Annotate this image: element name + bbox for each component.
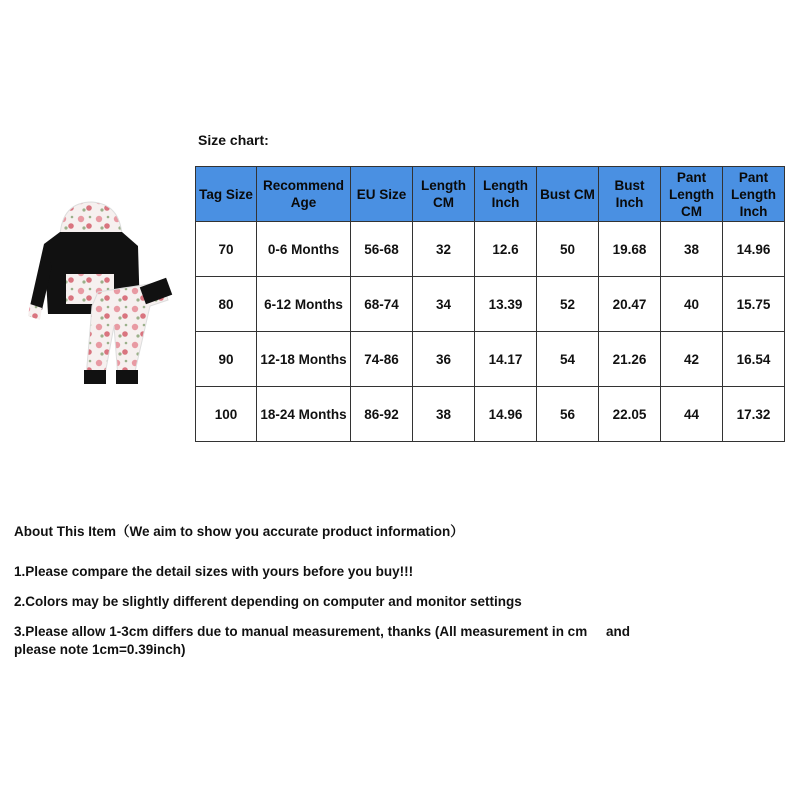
table-cell: 52 xyxy=(537,277,599,332)
table-header-row xyxy=(196,167,785,222)
table-cell: 74-86 xyxy=(351,332,413,387)
table-cell: 38 xyxy=(413,387,475,442)
header-pant-length-cm: Pant Length CM xyxy=(661,167,723,222)
table-cell: 80 xyxy=(196,277,257,332)
table-row xyxy=(196,332,785,387)
table-cell: 38 xyxy=(661,222,723,277)
table-cell: 42 xyxy=(661,332,723,387)
size-chart-table xyxy=(195,166,785,442)
table-cell: 32 xyxy=(413,222,475,277)
table-cell: 16.54 xyxy=(723,332,785,387)
table-row xyxy=(196,222,785,277)
header-length-inch: Length Inch xyxy=(475,167,537,222)
table-cell: 50 xyxy=(537,222,599,277)
note-measurement: 3.Please allow 1-3cm differs due to manual measurement, thanks (All measurement in cm and please note 1cm=0.39inch) xyxy=(14,624,630,657)
table-row xyxy=(196,277,785,332)
note-colors: 2.Colors may be slightly different depending on computer and monitor settings xyxy=(14,594,522,609)
header-bust-cm: Bust CM xyxy=(537,167,599,222)
table-cell: 15.75 xyxy=(723,277,785,332)
header-length-cm: Length CM xyxy=(413,167,475,222)
table-cell: 34 xyxy=(413,277,475,332)
header-recommend-age: Recommend Age xyxy=(257,167,351,222)
table-cell: 22.05 xyxy=(599,387,661,442)
table-cell: 56-68 xyxy=(351,222,413,277)
table-cell: 70 xyxy=(196,222,257,277)
table-cell: 36 xyxy=(413,332,475,387)
header-bust-inch: Bust Inch xyxy=(599,167,661,222)
table-cell: 12.6 xyxy=(475,222,537,277)
header-tag-size: Tag Size xyxy=(196,167,257,222)
size-chart-title: Size chart: xyxy=(198,132,269,148)
table-cell: 20.47 xyxy=(599,277,661,332)
table-cell: 40 xyxy=(661,277,723,332)
about-title: About This Item（We aim to show you accurate product information） xyxy=(14,524,464,539)
header-pant-length-inch: Pant Length Inch xyxy=(723,167,785,222)
table-cell: 90 xyxy=(196,332,257,387)
table-cell: 68-74 xyxy=(351,277,413,332)
product-outfit-image xyxy=(22,196,178,396)
table-cell: 17.32 xyxy=(723,387,785,442)
table-cell: 44 xyxy=(661,387,723,442)
table-cell: 54 xyxy=(537,332,599,387)
table-cell: 19.68 xyxy=(599,222,661,277)
header-eu-size: EU Size xyxy=(351,167,413,222)
table-cell: 14.96 xyxy=(475,387,537,442)
table-row xyxy=(196,387,785,442)
table-cell: 13.39 xyxy=(475,277,537,332)
table-cell: 100 xyxy=(196,387,257,442)
table-cell: 56 xyxy=(537,387,599,442)
table-cell: 14.96 xyxy=(723,222,785,277)
table-cell: 6-12 Months xyxy=(257,277,351,332)
note-compare-sizes: 1.Please compare the detail sizes with yours before you buy!!! xyxy=(14,564,414,579)
table-cell: 0-6 Months xyxy=(257,222,351,277)
table-cell: 18-24 Months xyxy=(257,387,351,442)
table-cell: 86-92 xyxy=(351,387,413,442)
table-cell: 14.17 xyxy=(475,332,537,387)
table-cell: 21.26 xyxy=(599,332,661,387)
table-cell: 12-18 Months xyxy=(257,332,351,387)
